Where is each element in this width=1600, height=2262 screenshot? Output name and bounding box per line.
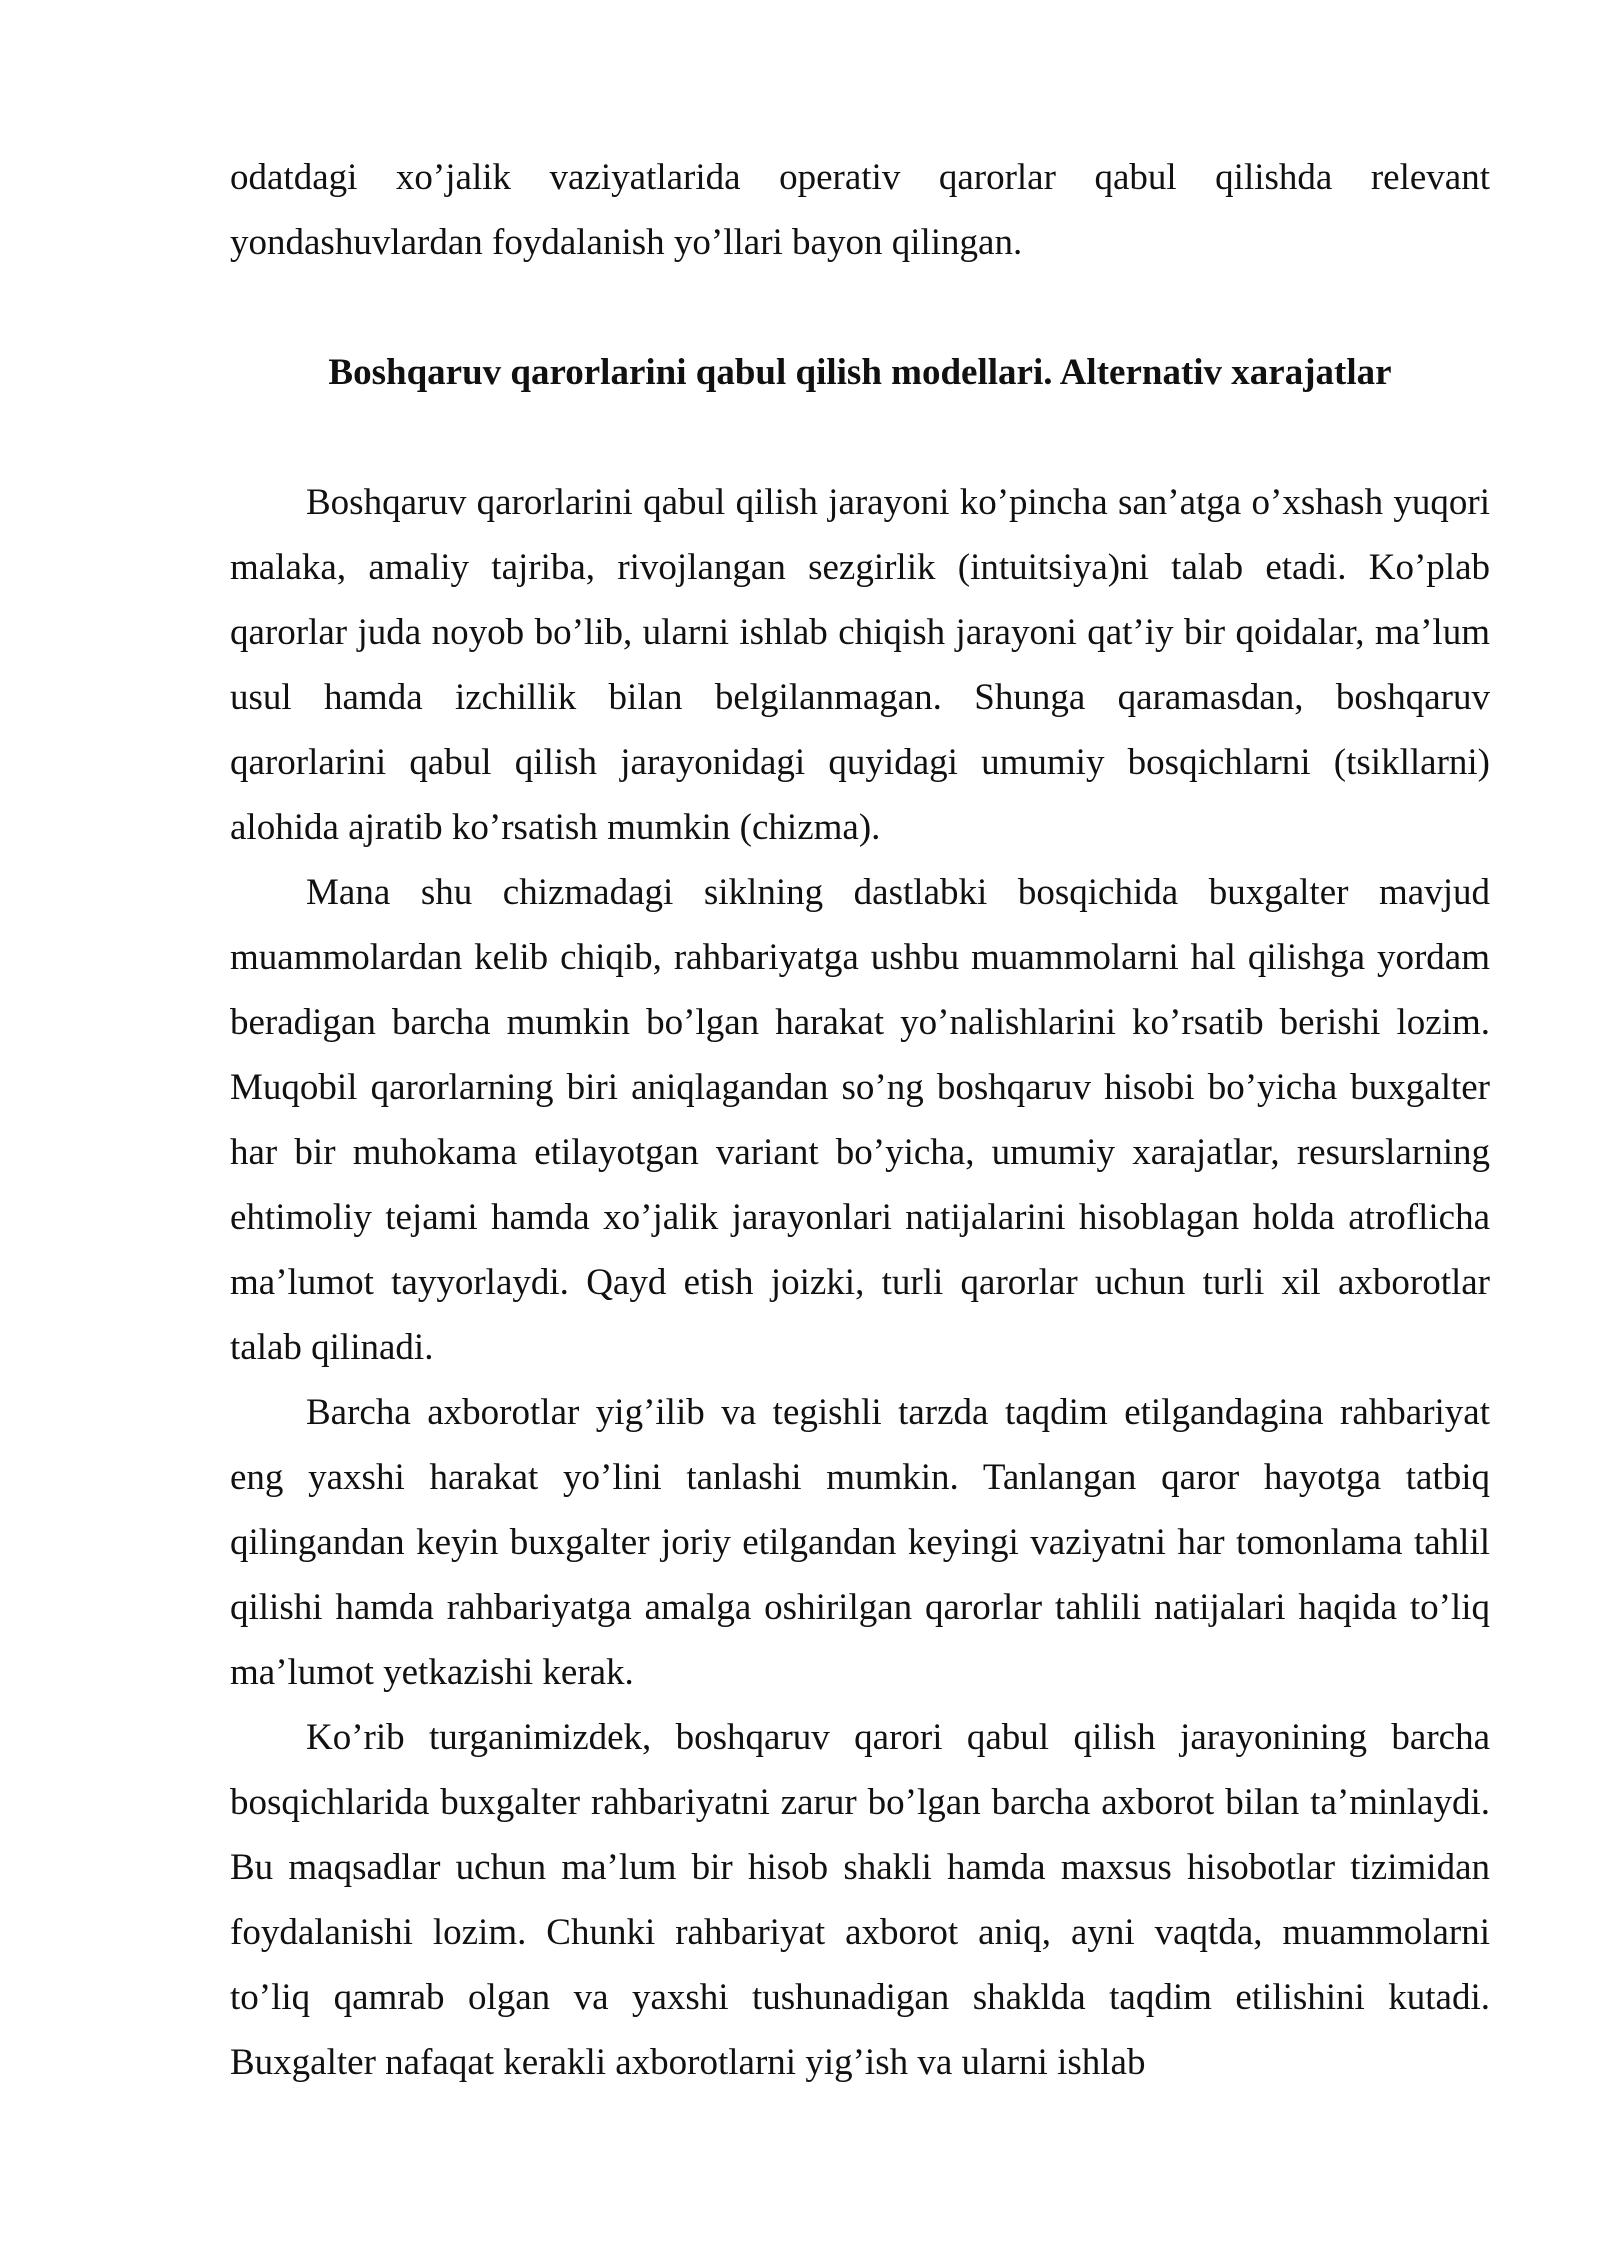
intro-paragraph: odatdagi xo’jalik vaziyatlarida operativ qarorlar qabul qilishda relevant yondashuvlardan foydalanish yo’llari bayon qilingan.: [230, 157, 1490, 263]
document-body: [230, 145, 1490, 2095]
body-paragraph-4: Ko’rib turganimizdek, boshqaruv qarori qabul qilish jarayonining barcha bosqichlarida buxgalter rahbariyatni zarur bo’lgan barcha axborot bilan ta’minlaydi. Bu maqsadlar uchun ma’lum bir hisob shakli hamda maxsus hisobotlar tizimidan foydalanishi lozim. Chunki rahbariyat axborot aniq, ayni vaqtda, muammolarni to’liq qamrab olgan va yaxshi tushunadigan shaklda taqdim etilishini kutadi. Buxgalter nafaqat kerakli axborotlarni yig’ish va ularni ishlab: [230, 1717, 1490, 2083]
body-paragraph-1: Boshqaruv qarorlarini qabul qilish jarayoni ko’pincha san’atga o’xshash yuqori malaka, amaliy tajriba, rivojlangan sezgirlik (intuitsiya)ni talab etadi. Ko’plab qarorlar juda noyob bo’lib, ularni ishlab chiqish jarayoni qat’iy bir qoidalar, ma’lum usul hamda izchillik bilan belgilanmagan. Shunga qaramasdan, boshqaruv qarorlarini qabul qilish jarayonidagi quyidagi umumiy bosqichlarni (tsikllarni) alohida ajratib ko’rsatish mumkin (chizma).: [230, 482, 1490, 848]
body-paragraph-2: Mana shu chizmadagi siklning dastlabki bosqichida buxgalter mavjud muammolardan kelib chiqib, rahbariyatga ushbu muammolarni hal qilishga yordam beradigan barcha mumkin bo’lgan harakat yo’nalishlarini ko’rsatib berishi lozim. Muqobil qarorlarning biri aniqlagandan so’ng boshqaruv hisobi bo’yicha buxgalter har bir muhokama etilayotgan variant bo’yicha, umumiy xarajatlar, resurslarning ehtimoliy tejami hamda xo’jalik jarayonlari natijalarini hisoblagan holda atroflicha ma’lumot tayyorlaydi. Qayd etish joizki, turli qarorlar uchun turli xil axborotlar talab qilinadi.: [230, 872, 1490, 1368]
body-paragraph-3: Barcha axborotlar yig’ilib va tegishli tarzda taqdim etilgandagina rahbariyat eng yaxshi harakat yo’lini tanlashi mumkin. Tanlangan qaror hayotga tatbiq qilingandan keyin buxgalter joriy etilgandan keyingi vaziyatni har tomonlama tahlil qilishi hamda rahbariyatga amalga oshirilgan qarorlar tahlili natijalari haqida to’liq ma’lumot yetkazishi kerak.: [230, 1392, 1490, 1693]
section-heading: Boshqaruv qarorlarini qabul qilish modellari. Alternativ xarajatlar: [328, 352, 1392, 393]
